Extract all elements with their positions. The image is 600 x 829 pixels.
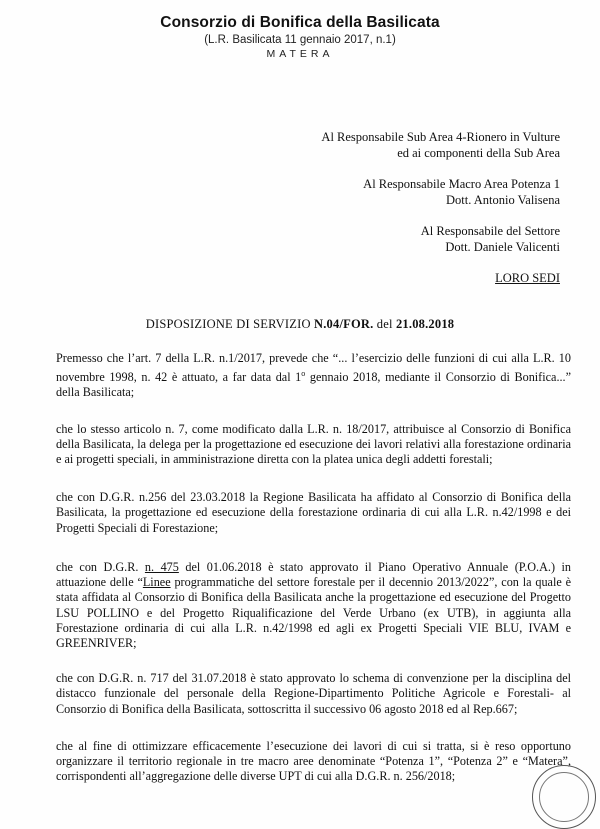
organization-name: Consorzio di Bonifica della Basilicata: [160, 14, 440, 31]
recipient-3: [230, 223, 560, 255]
paragraph-text: del 01.06.2018 è stato approvato il Piano Operativo Annuale (P.O.A.) in attuazione delle “: [56, 559, 572, 590]
recipient-line: ed ai componenti della Sub Area: [397, 146, 560, 160]
official-stamp-seal: [532, 765, 596, 829]
document-title: [0, 317, 600, 332]
recipient-line: Al Responsabile Sub Area 4-Rionero in Vulture: [321, 130, 560, 144]
law-reference: (L.R. Basilicata 11 gennaio 2017, n.1): [204, 34, 396, 46]
recipient-1: [230, 129, 560, 161]
paragraph-3: che con D.G.R. n.256 del 23.03.2018 la Regione Basilicata ha affidato al Consorzio di Bonifica della Basilicata, la progettazione ed esecuzione della forestazione ordinaria di cui alla L.R. n.42/1998 e dei Progetti Speciali di Forestazione;: [56, 490, 571, 535]
paragraph-6: che al fine di ottimizzare efficacemente l’esecuzione dei lavori di cui si tratta, si è reso opportuno organizzare il territorio regionale in tre macro aree denominate “Potenza 1”, “Potenza 2” e “Matera”, corrispondenti all’aggregazione delle diverse UPT di cui alla D.G.R. n. 256/2018;: [56, 738, 571, 784]
underlined-text: n. 475: [144, 559, 179, 574]
paragraph-2: che lo stesso articolo n. 7, come modificato dalla L.R. n. 18/2017, attribuisce al Consorzio di Bonifica della Basilicata, la delega per la progettazione ed esecuzione dei lavori relativi alla forestazione ordinaria e ai progetti speciali, in amministrazione diretta con la platea unica degli addetti forestali;: [56, 421, 571, 467]
title-date: 21.08.2018: [395, 317, 455, 331]
title-number: N.04/FOR.: [314, 317, 374, 331]
recipient-line: Dott. Daniele Valicenti: [445, 240, 560, 254]
paragraph-text: Premesso che l’art. 7 della L.R. n.1/2017, prevede che “... l’esercizio delle funzioni di cui alla L.R. 10 novembre 1998, n. 42 è attuato, a far data dal 1: [56, 351, 571, 385]
paragraph-5: che con D.G.R. n. 717 del 31.07.2018 è stato approvato lo schema di convenzione per la disciplina del distacco funzionale del personale della Regione-Dipartimento Politiche Agricole e Forestali- al Consorzio di Bonifica della Basilicata, sottoscritta il successivo 06 agosto 2018 ed al Rep.667;: [56, 671, 571, 716]
document-body: [56, 351, 571, 804]
recipient-2: [230, 176, 560, 208]
title-prefix: DISPOSIZIONE DI SERVIZIO: [145, 317, 311, 331]
title-middle: del: [376, 317, 393, 331]
paragraph-text: gennaio 2018, mediante il Consorzio di Bonifica...” della Basilicata;: [56, 370, 571, 400]
loro-sedi: [230, 270, 560, 286]
paragraph-text: programmatiche del settore forestale per il decennio 2013/2022”, con la quale è stata affidata al Consorzio di Bonifica della Basilicata anche la progettazione ed esecuzione del Progetto LSU POLLINO e del Progetto Riqualificazione del Verde Urbano (ex UTB), in aggiunta alla Forestazione ordinaria di cui alla L.R. n.42/1998 ed agli ex Progetti Speciali VIE BLU, IVAM e GREENRIVER;: [56, 575, 571, 650]
ordinal-superscript: o: [301, 369, 306, 379]
recipient-line: Al Responsabile del Settore: [420, 224, 560, 238]
city-name: MATERA: [266, 48, 334, 60]
recipient-line: Al Responsabile Macro Area Potenza 1: [363, 177, 560, 191]
paragraph-text: che con D.G.R.: [56, 559, 145, 574]
recipients-block: [230, 129, 560, 301]
paragraph-4: [56, 560, 571, 651]
loro-sedi-text: LORO SEDI: [495, 271, 560, 285]
recipient-line: Dott. Antonio Valisena: [445, 193, 560, 207]
paragraph-1: [56, 351, 571, 401]
underlined-text: Linee: [142, 575, 171, 590]
letterhead: [0, 14, 600, 60]
